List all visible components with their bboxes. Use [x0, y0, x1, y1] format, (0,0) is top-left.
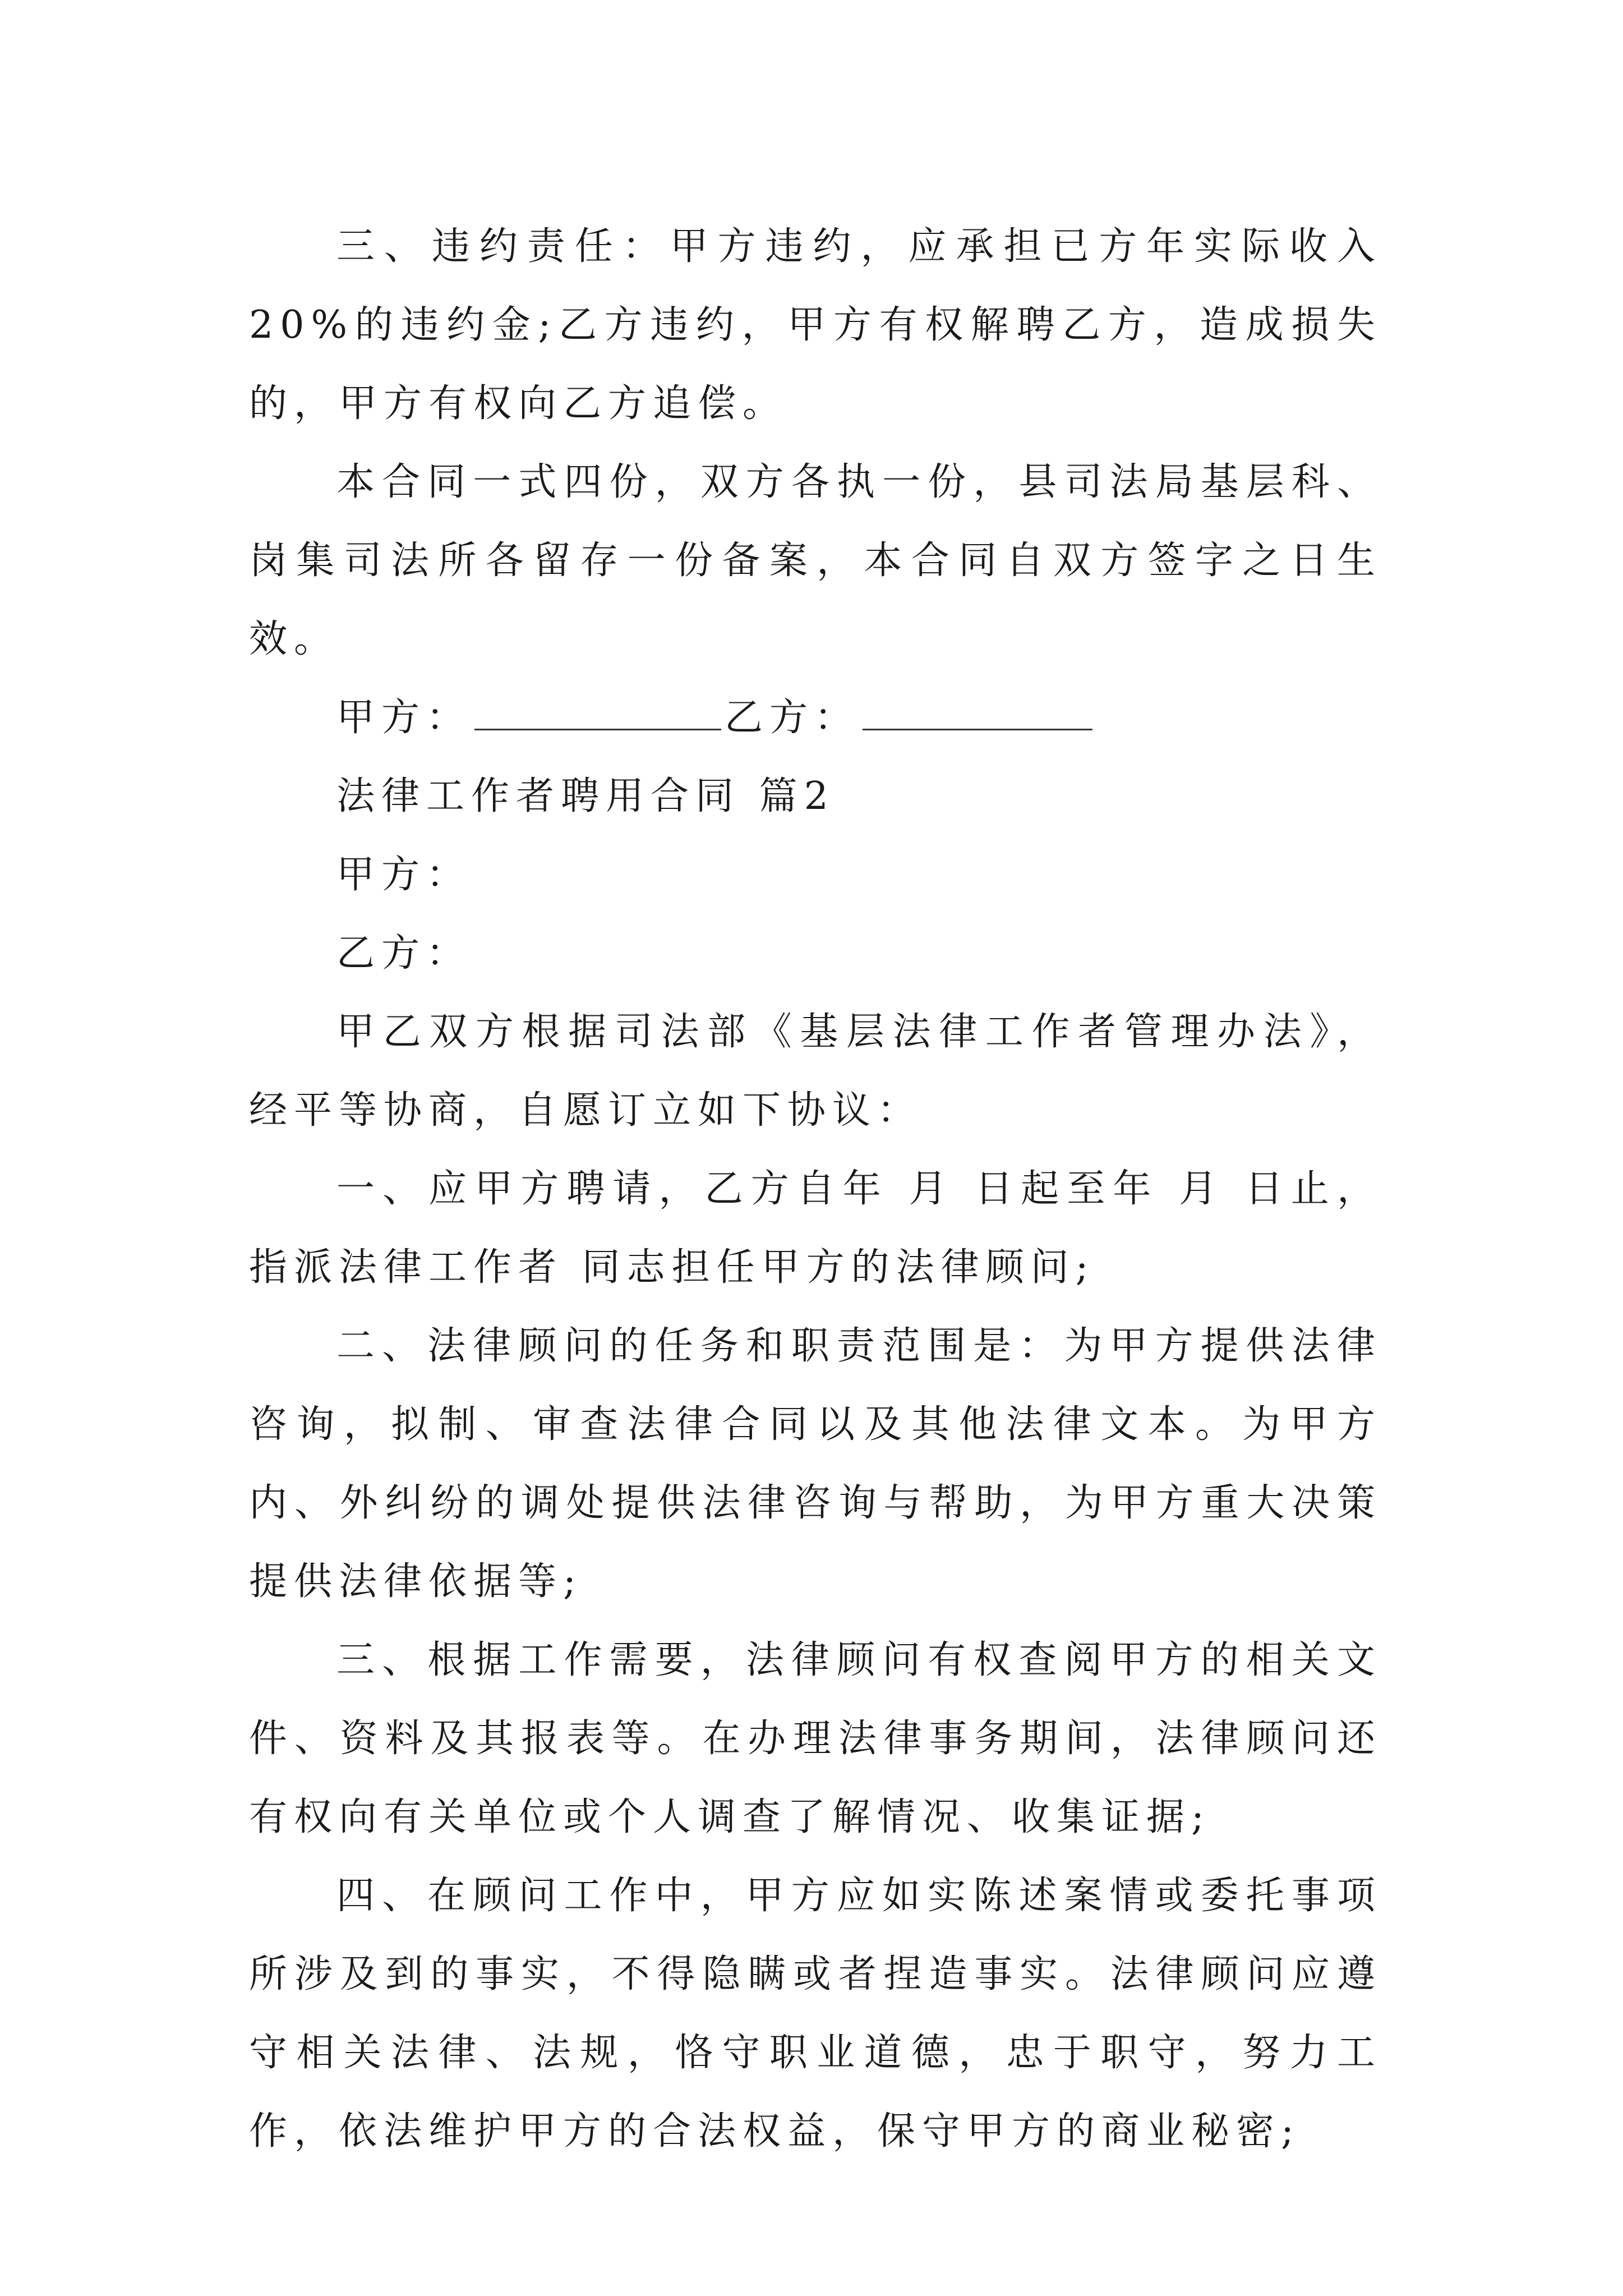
section-title: 法律工作者聘用合同 篇2: [336, 774, 835, 818]
party-b-signature-label: 乙方：: [725, 696, 860, 740]
clause-3-paragraph: 三、根据工作需要，法律顾问有权查阅甲方的相关文件、资料及其报表等。在办理法律事务期间，法律顾问还有权向有关单位或个人调查了解情况、收集证据;: [249, 1638, 1382, 1839]
clause-2-paragraph: 二、法律顾问的任务和职责范围是：为甲方提供法律咨询，拟制、审查法律合同以及其他法律文本。为甲方内、外纠纷的调处提供法律咨询与帮助，为甲方重大决策提供法律依据等;: [249, 1324, 1382, 1604]
copies-paragraph: 本合同一式四份，双方各执一份，县司法局基层科、岗集司法所各留存一份备案，本合同自双方签字之日生效。: [249, 460, 1382, 661]
party-a-line: 甲方：: [336, 853, 472, 897]
party-b-line: 乙方：: [336, 931, 472, 976]
document-body: [249, 208, 1382, 2171]
clause-1-paragraph: 一、应甲方聘请，乙方自年 月 日起至年 月 日止，指派法律工作者 同志担任甲方的法律顾问;: [249, 1167, 1382, 1290]
agreement-intro-paragraph: 甲乙双方根据司法部《基层法律工作者管理办法》，经平等协商，自愿订立如下协议：: [249, 1010, 1382, 1133]
party-a-signature-label: 甲方：: [336, 696, 472, 740]
clause-4-paragraph: 四、在顾问工作中，甲方应如实陈述案情或委托事项所涉及到的事实，不得隐瞒或者捏造事实。法律顾问应遵守相关法律、法规，恪守职业道德，忠于职守，努力工作，依法维护甲方的合法权益，保守甲方的商业秘密;: [249, 1874, 1382, 2154]
party-b-signature-blank: [863, 695, 1092, 730]
breach-liability-paragraph: 三、违约责任：甲方违约，应承担已方年实际收入20%的违约金;乙方违约，甲方有权解聘乙方，造成损失的，甲方有权向乙方追偿。: [249, 224, 1382, 426]
signature-line: [249, 679, 1382, 757]
party-a-signature-blank: [474, 695, 721, 730]
